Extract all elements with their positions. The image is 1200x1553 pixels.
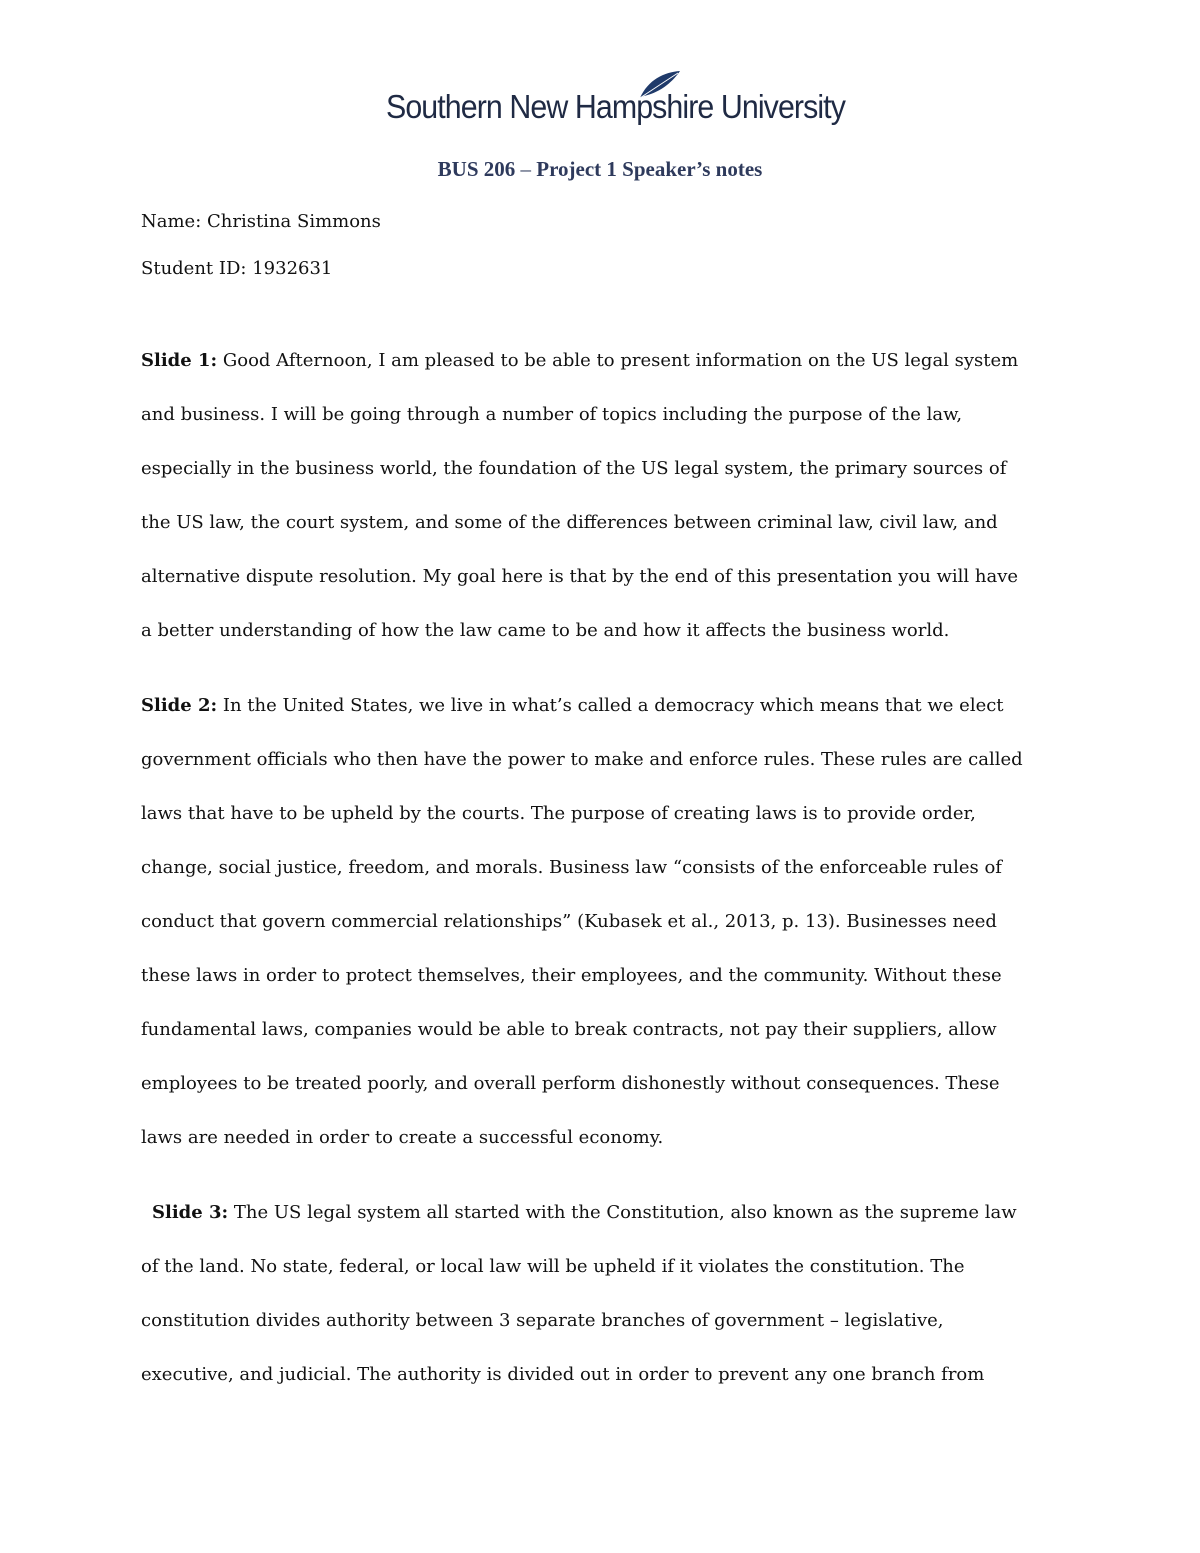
slide-3-line-3: constitution divides authority between 3 separate branches of government – legislative, (141, 1310, 944, 1331)
slide-3-line-2: of the land. No state, federal, or local law will be upheld if it violates the constitution. The (141, 1256, 965, 1277)
slide-2-line-9: laws are needed in order to create a successful economy. (141, 1127, 664, 1148)
student-name: Name: Christina Simmons (141, 211, 381, 232)
slide-1-label: Slide 1: (141, 350, 218, 371)
slide-2-line-3: laws that have to be upheld by the courts. The purpose of creating laws is to provide order, (141, 803, 976, 824)
slide-1-line-1: Slide 1: Good Afternoon, I am pleased to be able to present information on the US legal system (141, 350, 1019, 371)
university-logo (386, 68, 845, 138)
slide-1-line-2: and business. I will be going through a number of topics including the purpose of the law, (141, 404, 963, 425)
slide-2-line-1: Slide 2: In the United States, we live in what’s called a democracy which means that we elect (141, 695, 1004, 716)
slide-1-line-4: the US law, the court system, and some of the differences between criminal law, civil law, and (141, 512, 998, 533)
page-title (0, 157, 1200, 182)
slide-1-line-5: alternative dispute resolution. My goal here is that by the end of this presentation you will have (141, 566, 1019, 587)
logo-wordmark: Southern New Hampshire University (386, 88, 845, 125)
slide-2-line-8: employees to be treated poorly, and overall perform dishonestly without consequences. These (141, 1073, 1000, 1094)
slide-2-line-5: conduct that govern commercial relationships” (Kubasek et al., 2013, p. 13). Businesses need (141, 911, 997, 932)
slide-2-line-2: government officials who then have the power to make and enforce rules. These rules are called (141, 749, 1023, 770)
slide-1-line-6: a better understanding of how the law came to be and how it affects the business world. (141, 620, 950, 641)
slide-2-label: Slide 2: (141, 695, 218, 716)
slide-2-line-4: change, social justice, freedom, and morals. Business law “consists of the enforceable rules of (141, 857, 1002, 878)
title-dash: – (515, 157, 537, 181)
slide-2-line-6: these laws in order to protect themselves, their employees, and the community. Without these (141, 965, 1002, 986)
slide-3-line-1: Slide 3: The US legal system all started with the Constitution, also known as the supreme law (152, 1202, 1017, 1223)
slide-1-line-3: especially in the business world, the foundation of the US legal system, the primary sources of (141, 458, 1007, 479)
slide-2-line-7: fundamental laws, companies would be able to break contracts, not pay their suppliers, allow (141, 1019, 997, 1040)
course-code: BUS 206 (437, 157, 516, 181)
title-text: Project 1 Speaker’s notes (536, 157, 763, 181)
slide-3-label: Slide 3: (152, 1202, 229, 1223)
slide-3-line-4: executive, and judicial. The authority is divided out in order to prevent any one branch from (141, 1364, 985, 1385)
student-id: Student ID: 1932631 (141, 258, 333, 279)
